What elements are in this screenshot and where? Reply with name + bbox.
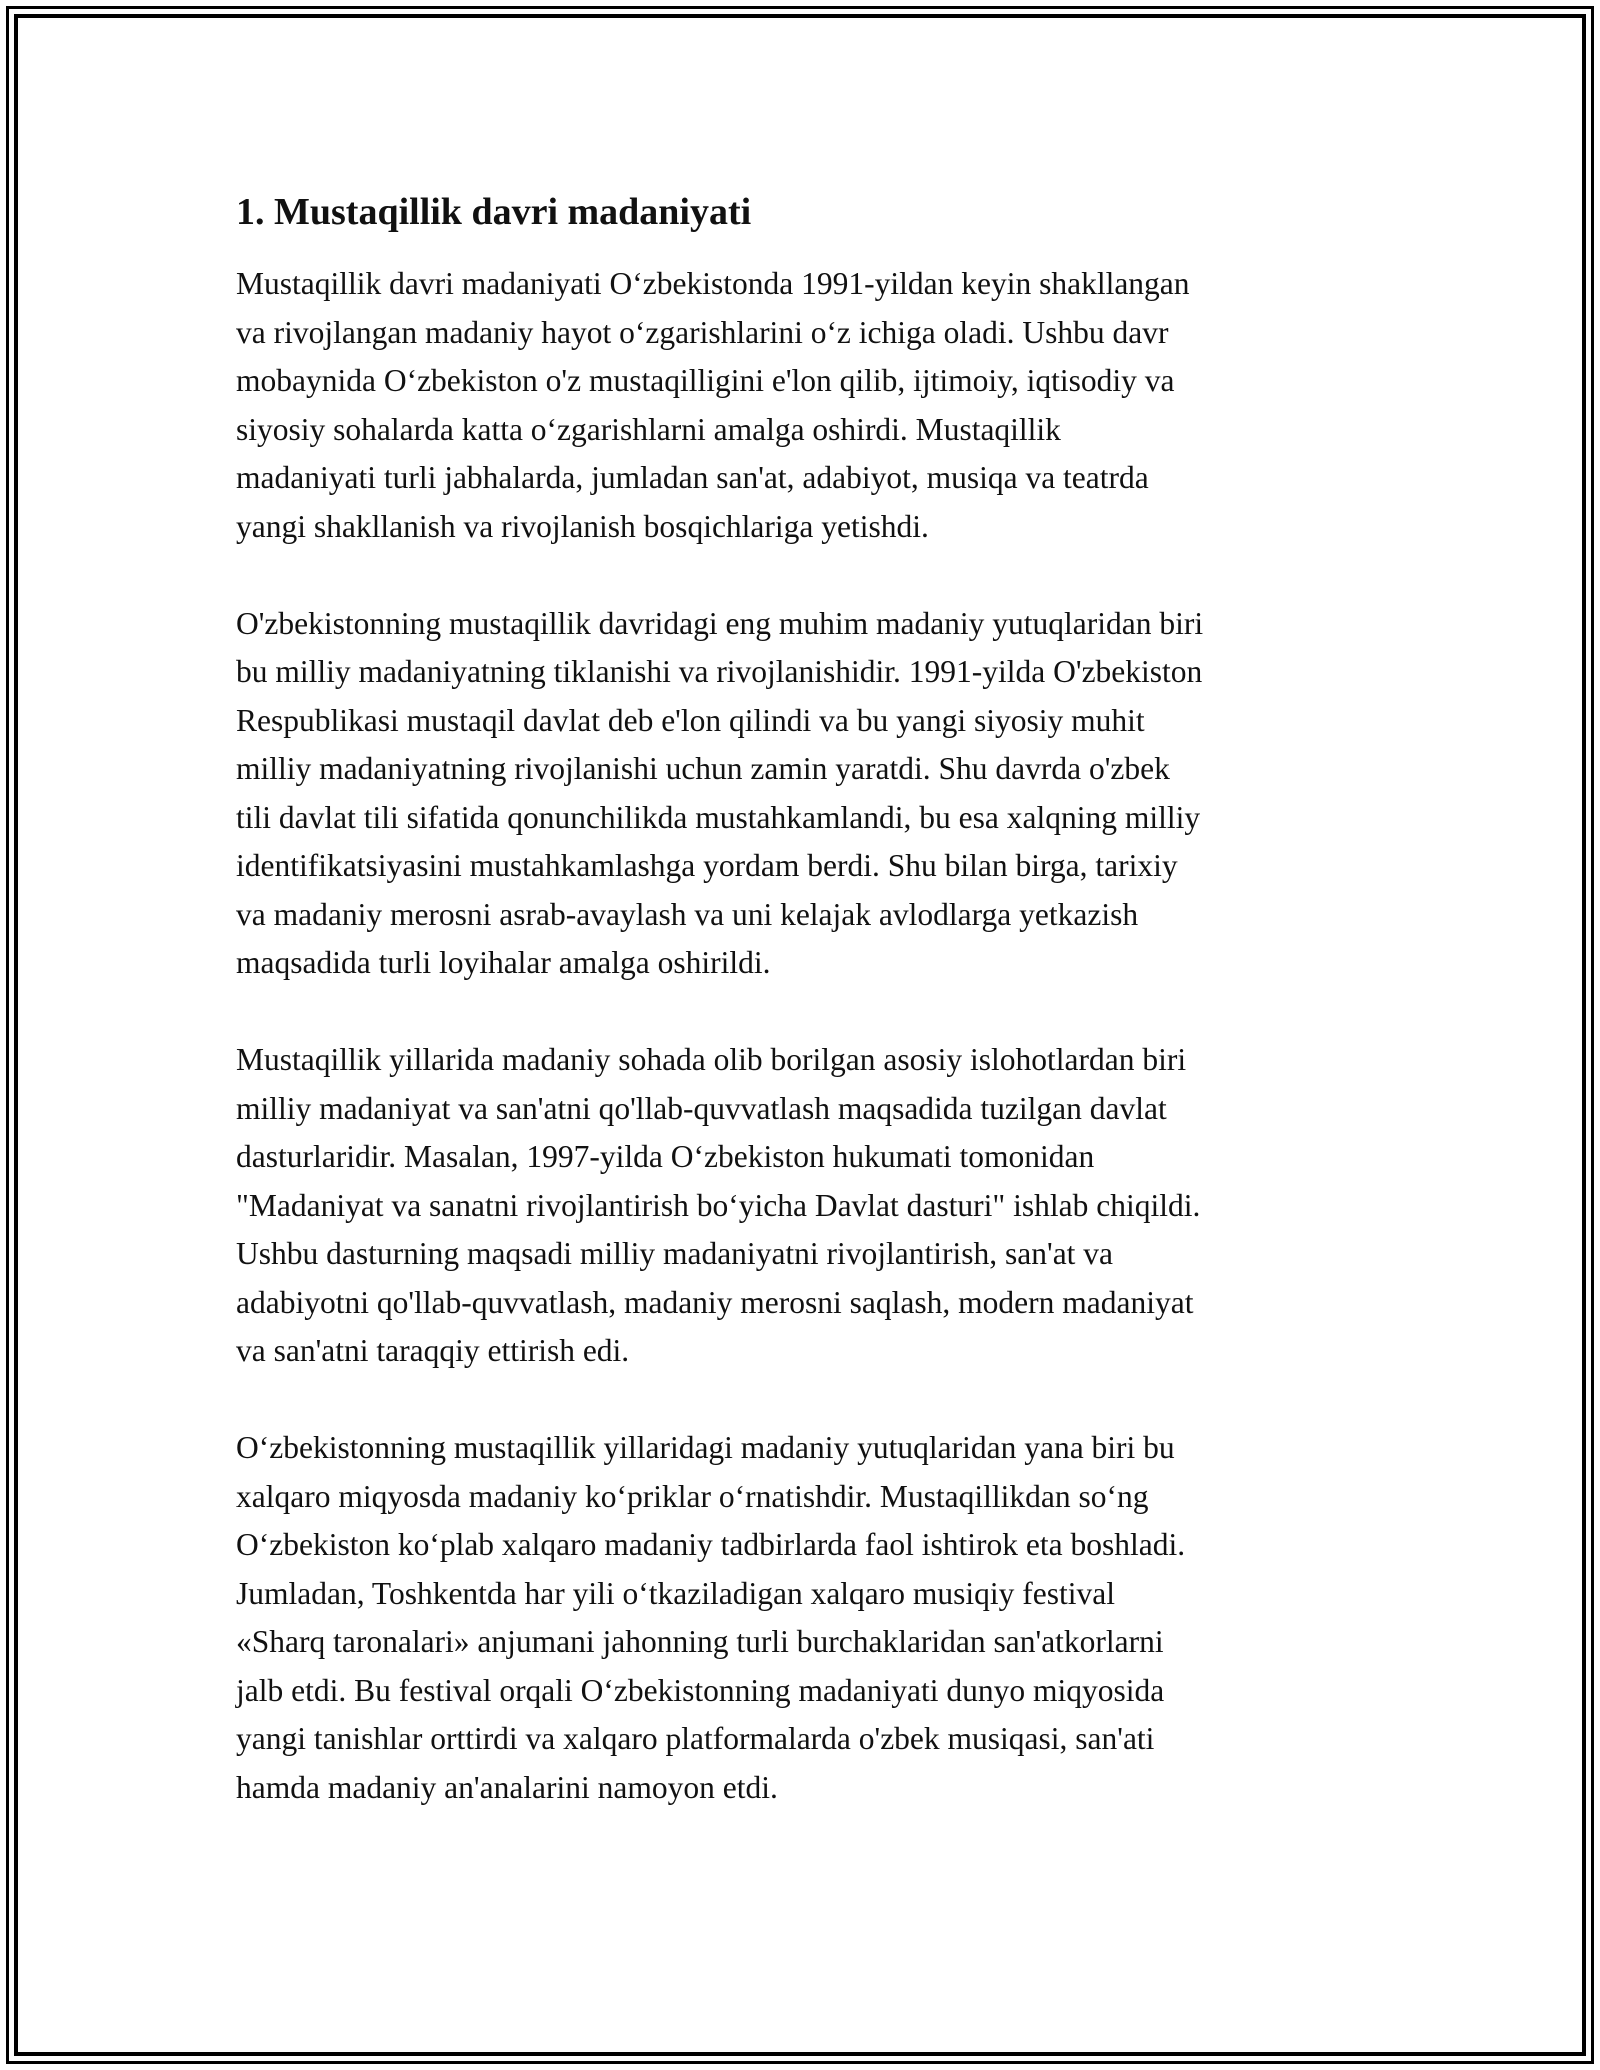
document-page [236,186,1366,1861]
paragraph-4: O‘zbekistonning mustaqillik yillaridagi madaniy yutuqlaridan yana biri bu xalqaro miqyosda madaniy ko‘priklar o‘rnatishdir. Mustaqillikdan so‘ng O‘zbekiston ko‘plab xalqaro madaniy tadbirlarda faol ishtirok eta boshladi. Jumladan, Toshkentda har yili o‘tkaziladigan xalqaro musiqiy festival «Sharq taronalari» anjumani jahonning turli burchaklaridan san'atkorlarni jalb etdi. Bu festival orqali O‘zbekistonning madaniyati dunyo miqyosida yangi tanishlar orttirdi va xalqaro platformalarda o'zbek musiqasi, san'ati hamda madaniy an'analarini namoyon etdi. [236,1430,1186,1805]
section-heading: 1. Mustaqillik davri madaniyati [236,191,752,233]
paragraph-1: Mustaqillik davri madaniyati O‘zbekistonda 1991-yildan keyin shakllangan va rivojlangan madaniy hayot o‘zgarishlarini o‘z ichiga oladi. Ushbu davr mobaynida O‘zbekiston o'z mustaqilligini e'lon qilib, ijtimoiy, iqtisodiy va siyosiy sohalarda katta o‘zgarishlarni amalga oshirdi. Mustaqillik madaniyati turli jabhalarda, jumladan san'at, adabiyot, musiqa va teatrda yangi shakllanish va rivojlanish bosqichlariga yetishdi. [236,266,1190,544]
paragraph-3: Mustaqillik yillarida madaniy sohada olib borilgan asosiy islohotlardan biri milliy madaniyat va san'atni qo'llab-quvvatlash maqsadida tuzilgan davlat dasturlaridir. Masalan, 1997-yilda O‘zbekiston hukumati tomonidan "Madaniyat va sanatni rivojlantirish bo‘yicha Davlat dasturi" ishlab chiqildi. Ushbu dasturning maqsadi milliy madaniyatni rivojlantirish, san'at va adabiyotni qo'llab-quvvatlash, madaniy merosni saqlash, modern madaniyat va san'atni taraqqiy ettirish edi. [236,1042,1201,1368]
paragraph-2: O'zbekistonning mustaqillik davridagi eng muhim madaniy yutuqlaridan biri bu milliy madaniyatning tiklanishi va rivojlanishidir. 1991-yilda O'zbekiston Respublikasi mustaqil davlat deb e'lon qilindi va bu yangi siyosiy muhit milliy madaniyatning rivojlanishi uchun zamin yaratdi. Shu davrda o'zbek tili davlat tili sifatida qonunchilikda mustahkamlandi, bu esa xalqning milliy identifikatsiyasini mustahkamlashga yordam berdi. Shu bilan birga, tarixiy va madaniy merosni asrab-avaylash va uni kelajak avlodlarga yetkazish maqsadida turli loyihalar amalga oshirildi. [236,605,1204,980]
